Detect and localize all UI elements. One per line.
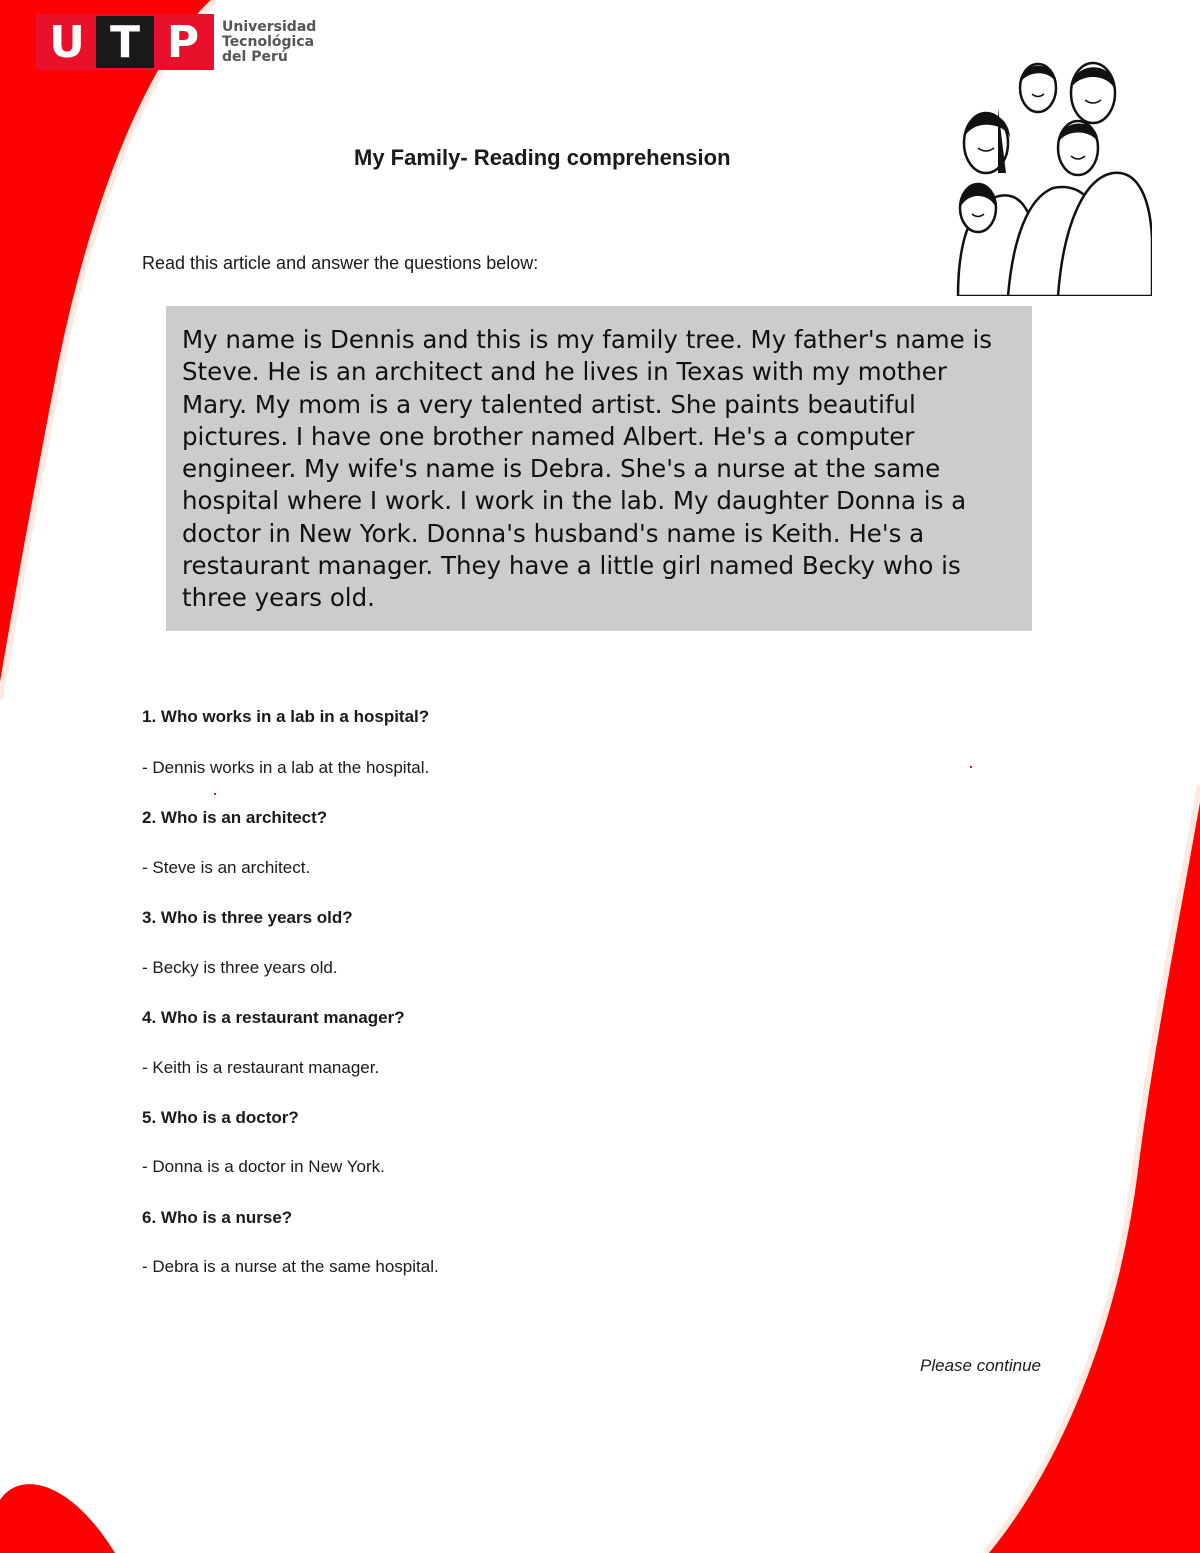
family-illustration bbox=[938, 48, 1152, 296]
question-6: 6. Who is a nurse? bbox=[142, 1208, 293, 1227]
answer-6: - Debra is a nurse at the same hospital. bbox=[142, 1257, 439, 1276]
question-5: 5. Who is a doctor? bbox=[142, 1108, 299, 1127]
answer-4: - Keith is a restaurant manager. bbox=[142, 1058, 380, 1077]
question-2: 2. Who is an architect? bbox=[142, 808, 328, 827]
utp-logo-box bbox=[36, 14, 214, 70]
logo-letter-u: U bbox=[38, 16, 96, 68]
stray-mark bbox=[214, 793, 216, 795]
answer-2: - Steve is an architect. bbox=[142, 858, 311, 877]
answer-5: - Donna is a doctor in New York. bbox=[142, 1157, 385, 1176]
question-3: 3. Who is three years old? bbox=[142, 908, 353, 927]
logo-letter-p: P bbox=[154, 16, 212, 68]
logo-line-3: del Perú bbox=[222, 48, 288, 65]
please-continue-text: Please continue bbox=[920, 1356, 1041, 1375]
page-title: My Family- Reading comprehension bbox=[354, 145, 731, 170]
logo-line-2: Tecnológica bbox=[222, 33, 315, 50]
instruction-text: Read this article and answer the questions below: bbox=[142, 253, 539, 273]
bottom-left-red-swoosh bbox=[0, 1484, 115, 1553]
logo-letter-t: T bbox=[96, 16, 154, 68]
answer-3: - Becky is three years old. bbox=[142, 958, 338, 977]
utp-logo bbox=[36, 12, 316, 72]
stray-mark bbox=[970, 766, 972, 768]
logo-university-name bbox=[222, 20, 316, 65]
right-red-swoosh bbox=[985, 785, 1200, 1553]
question-1: 1. Who works in a lab in a hospital? bbox=[142, 707, 430, 726]
answer-1: - Dennis works in a lab at the hospital. bbox=[142, 758, 430, 777]
article-passage: My name is Dennis and this is my family tree. My father's name is Steve. He is an architect and he lives in Texas with my mother Mary. My mom is a very talented artist. She paints beautiful pictures. I have one brother named Albert. He's a computer engineer. My wife's name is Debra. She's a nurse at the same hospital where I work. I work in the lab. My daughter Donna is a doctor in New York. Donna's husband's name is Keith. He's a restaurant manager. They have a little girl named Becky who is three years old. bbox=[166, 306, 1032, 631]
question-4: 4. Who is a restaurant manager? bbox=[142, 1008, 405, 1027]
logo-line-1: Universidad bbox=[222, 18, 317, 35]
